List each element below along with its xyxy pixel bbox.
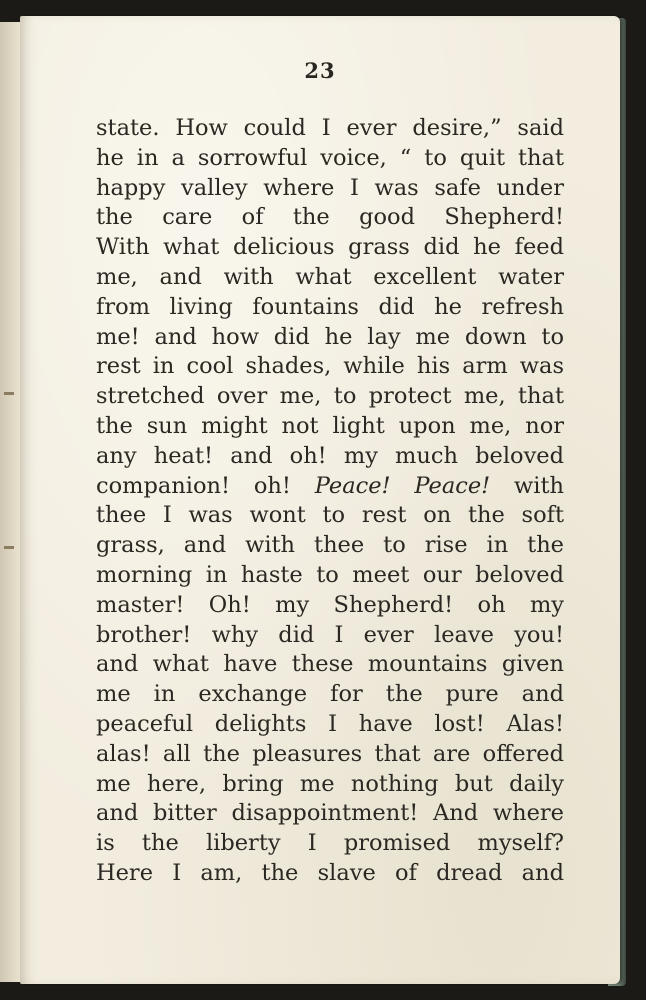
text-line: rest in cool shades, while his arm was [96, 353, 564, 380]
binding-thread-mark [4, 392, 14, 395]
text-line: the sun might not light upon me, nor [96, 412, 564, 439]
page-number: 23 [304, 58, 336, 83]
text-line: brother! why did I ever leave you! [96, 621, 564, 648]
text-line: me! and how did he lay me down to [96, 323, 564, 350]
text-line: peaceful delights I have lost! Alas! [96, 710, 564, 737]
text-line: alas! all the pleasures that are offered [96, 740, 564, 767]
text-line: from living fountains did he refresh [96, 293, 564, 320]
text-segment: with [490, 472, 565, 499]
text-line: and what have these mountains given [96, 651, 564, 678]
italic-phrase: Peace! Peace! [314, 472, 491, 499]
text-line: any heat! and oh! my much beloved [96, 442, 564, 469]
text-line: thee I was wont to rest on the soft [96, 502, 564, 529]
text-line: Here I am, the slave of dread and [96, 859, 564, 886]
text-line-mixed [96, 472, 564, 502]
text-line: me in exchange for the pure and [96, 681, 564, 708]
text-line: and bitter disappointment! And where [96, 800, 564, 827]
text-line: With what delicious grass did he feed [96, 234, 564, 261]
text-line: stretched over me, to protect me, that [96, 383, 564, 410]
page-body-text [96, 114, 564, 889]
text-segment: companion! oh! [96, 472, 315, 499]
text-line: me, and with what excellent water [96, 263, 564, 290]
text-line: me here, bring me nothing but daily [96, 770, 564, 797]
binding-thread-mark [4, 546, 14, 549]
text-line: state. How could I ever desire,” said [96, 115, 564, 141]
text-line: is the liberty I promised myself? [96, 830, 564, 857]
text-line: happy valley where I was safe under [96, 174, 564, 201]
text-line: morning in haste to meet our beloved [96, 561, 564, 588]
text-line: master! Oh! my Shepherd! oh my [96, 591, 564, 618]
text-line: the care of the good Shepherd! [96, 204, 564, 231]
text-line: he in a sorrowful voice, “ to quit that [96, 144, 564, 171]
facing-page-edge [0, 22, 22, 982]
book-page [20, 16, 620, 984]
text-line: grass, and with thee to rise in the [96, 532, 564, 559]
